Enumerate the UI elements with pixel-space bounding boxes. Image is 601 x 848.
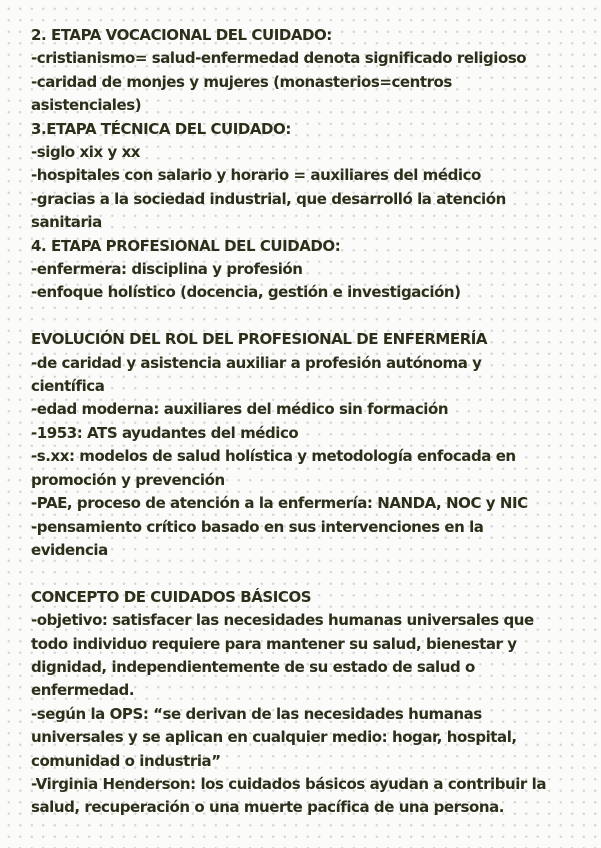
note-line: enfermedad.	[31, 681, 135, 700]
note-line: dignidad, independientemente de su estado de salud o	[31, 657, 475, 676]
note-line: -PAE, proceso de atención a la enfermería: NANDA, NOC y NIC	[31, 494, 528, 513]
note-line: -de caridad y asistencia auxiliar a profesión autónoma y	[31, 353, 482, 372]
note-line: -cristianismo= salud-enfermedad denota significado religioso	[31, 49, 527, 68]
note-line: -edad moderna: auxiliares del médico sin formación	[31, 400, 449, 419]
heading-evolucion-rol: EVOLUCIÓN DEL ROL DEL PROFESIONAL DE ENFERMERÍA	[31, 330, 488, 349]
note-line: científica	[31, 377, 105, 396]
note-line: -siglo xix y xx	[31, 143, 141, 162]
note-line: -pensamiento crítico basado en sus intervenciones en la	[31, 517, 484, 536]
heading-etapa-vocacional: 2. ETAPA VOCACIONAL DEL CUIDADO:	[31, 26, 332, 44]
note-line: salud, recuperación o una muerte pacífica de una persona.	[31, 798, 505, 817]
note-line: universales y se aplican en cualquier medio: hogar, hospital,	[31, 728, 517, 747]
note-line: -enfermera: disciplina y profesión	[31, 260, 303, 279]
note-line: todo individuo requiere para mantener su salud, bienestar y	[31, 634, 517, 653]
note-line: -s.xx: modelos de salud holística y metodología enfocada en	[31, 447, 516, 466]
blank-line	[31, 562, 581, 585]
note-line: -Virginia Henderson: los cuidados básicos ayudan a contribuir la	[31, 774, 546, 793]
note-line: sanitaria	[31, 213, 102, 232]
note-line: -caridad de monjes y mujeres (monasterios=centros	[31, 72, 452, 91]
note-line: comunidad o industria”	[31, 751, 221, 770]
note-line: asistenciales)	[31, 96, 142, 115]
blank-line	[31, 305, 581, 328]
note-line: -1953: ATS ayudantes del médico	[31, 423, 299, 442]
note-line: evidencia	[31, 540, 108, 559]
note-line: promoción y prevención	[31, 470, 225, 489]
heading-concepto-cuidados: CONCEPTO DE CUIDADOS BÁSICOS	[31, 587, 312, 606]
note-line: -gracias a la sociedad industrial, que desarrolló la atención	[31, 189, 506, 208]
note-line: -enfoque holístico (docencia, gestión e investigación)	[31, 283, 461, 302]
note-line: -según la OPS: “se derivan de las necesidades humanas	[31, 704, 482, 723]
note-line: -hospitales con salario y horario = auxiliares del médico	[31, 166, 481, 185]
heading-etapa-profesional: 4. ETAPA PROFESIONAL DEL CUIDADO:	[31, 236, 341, 255]
heading-etapa-tecnica: 3.ETAPA TÉCNICA DEL CUIDADO:	[31, 119, 291, 138]
note-line: -objetivo: satisfacer las necesidades humanas universales que	[31, 611, 534, 630]
